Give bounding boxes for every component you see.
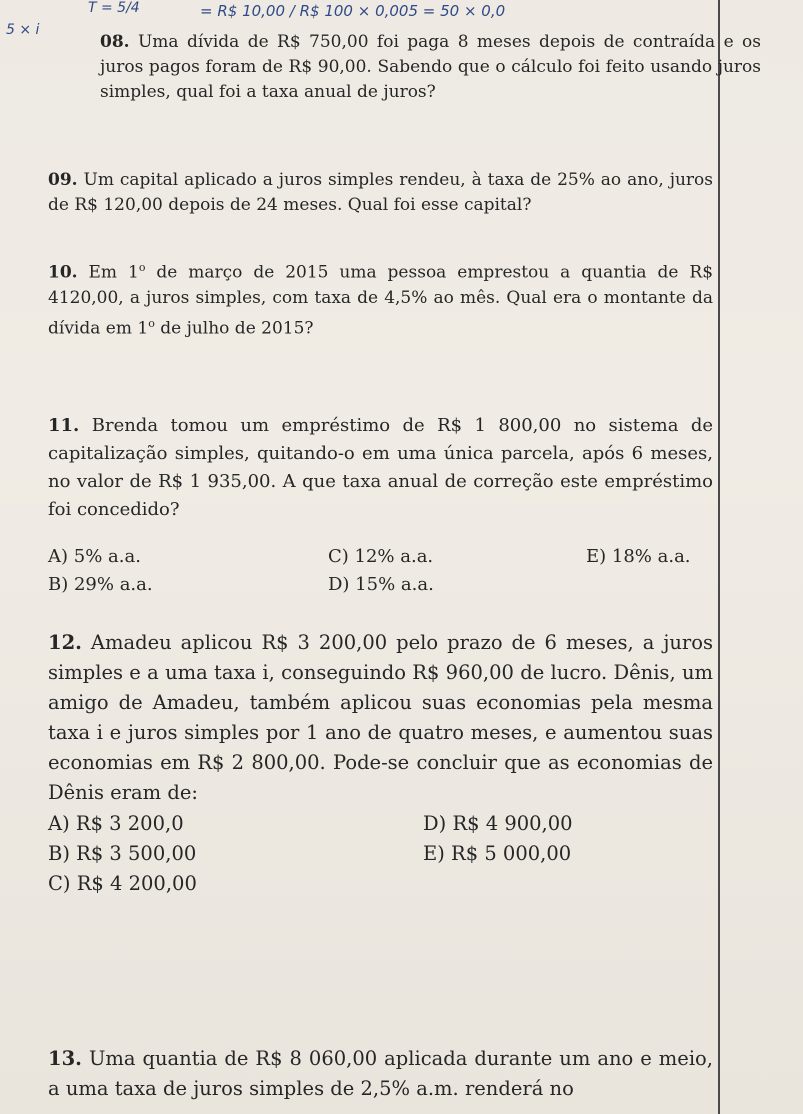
ordinal-mark: o [138,261,146,274]
question-number: 13. [48,1047,82,1070]
question-11 [48,412,713,595]
option-e: E) R$ 5 000,00 [423,842,572,865]
option-c: C) R$ 4 200,00 [48,872,197,895]
question-text: Uma quantia de R$ 8 060,00 aplicada durante um ano e meio, a uma taxa de juros simples de 2,5% a.m. renderá no [48,1047,713,1100]
question-13 [48,1044,713,1104]
option-c: C) 12% a.a. [328,546,434,567]
question-08 [100,30,761,105]
option-d: D) 15% a.a. [328,574,434,595]
question-number: 09. [48,170,78,190]
question-text: Brenda tomou um empréstimo de R$ 1 800,00 no sistema de capitalização simples, quitando-o em uma única parcela, após 6 meses, no valor de R$ 1 935,00. A que taxa anual de correção este empréstimo foi concedido? [48,415,713,520]
question-text: Um capital aplicado a juros simples rendeu, à taxa de 25% ao ano, juros de R$ 120,00 depois de 24 meses. Qual foi esse capital? [48,170,714,215]
question-10 [48,255,713,341]
question-09 [48,168,713,218]
question-number: 11. [48,415,80,436]
question-number: 12. [48,631,82,654]
question-text-part: de março de 2015 uma pessoa emprestou a quantia de R$ 4120,00, a juros simples, com taxa de 4,5% ao mês. Qual era o montante da dívida em 1 [48,262,714,339]
option-b: B) R$ 3 500,00 [48,842,197,865]
handwritten-note-calculation: = R$ 10,00 / R$ 100 × 0,005 = 50 × 0,0 [200,2,506,20]
option-b: B) 29% a.a. [48,574,153,595]
option-d: D) R$ 4 900,00 [423,812,573,835]
question-text: Amadeu aplicou R$ 3 200,00 pelo prazo de 6 meses, a juros simples e a uma taxa i, conseguindo R$ 960,00 de lucro. Dênis, um amigo de Amadeu, também aplicou suas economias pela mesma taxa i e juros simples por 1 ano de quatro meses, e aumentou suas economias em R$ 2 800,00. Pode-se concluir que as economias de Dênis eram de: [48,631,713,804]
ordinal-mark: o [148,316,155,330]
question-text: Uma dívida de R$ 750,00 foi paga 8 meses depois de contraída e os juros pagos foram de R$ 90,00. Sabendo que o cálculo foi feito usando juros simples, qual foi a taxa anual de juros? [100,32,761,102]
option-e: E) 18% a.a. [586,546,691,567]
question-text-part: de julho de 2015? [154,318,314,339]
question-number: 10. [48,262,78,283]
question-12 [48,628,713,895]
handwritten-note-rate: 5 × i [6,22,40,38]
option-a: A) 5% a.a. [48,546,141,567]
question-text-part: Em 1 [88,262,139,283]
column-divider [718,0,720,1114]
question-number: 08. [100,32,130,52]
option-a: A) R$ 3 200,0 [48,812,184,835]
handwritten-note-fraction: T = 5/4 [88,0,140,16]
